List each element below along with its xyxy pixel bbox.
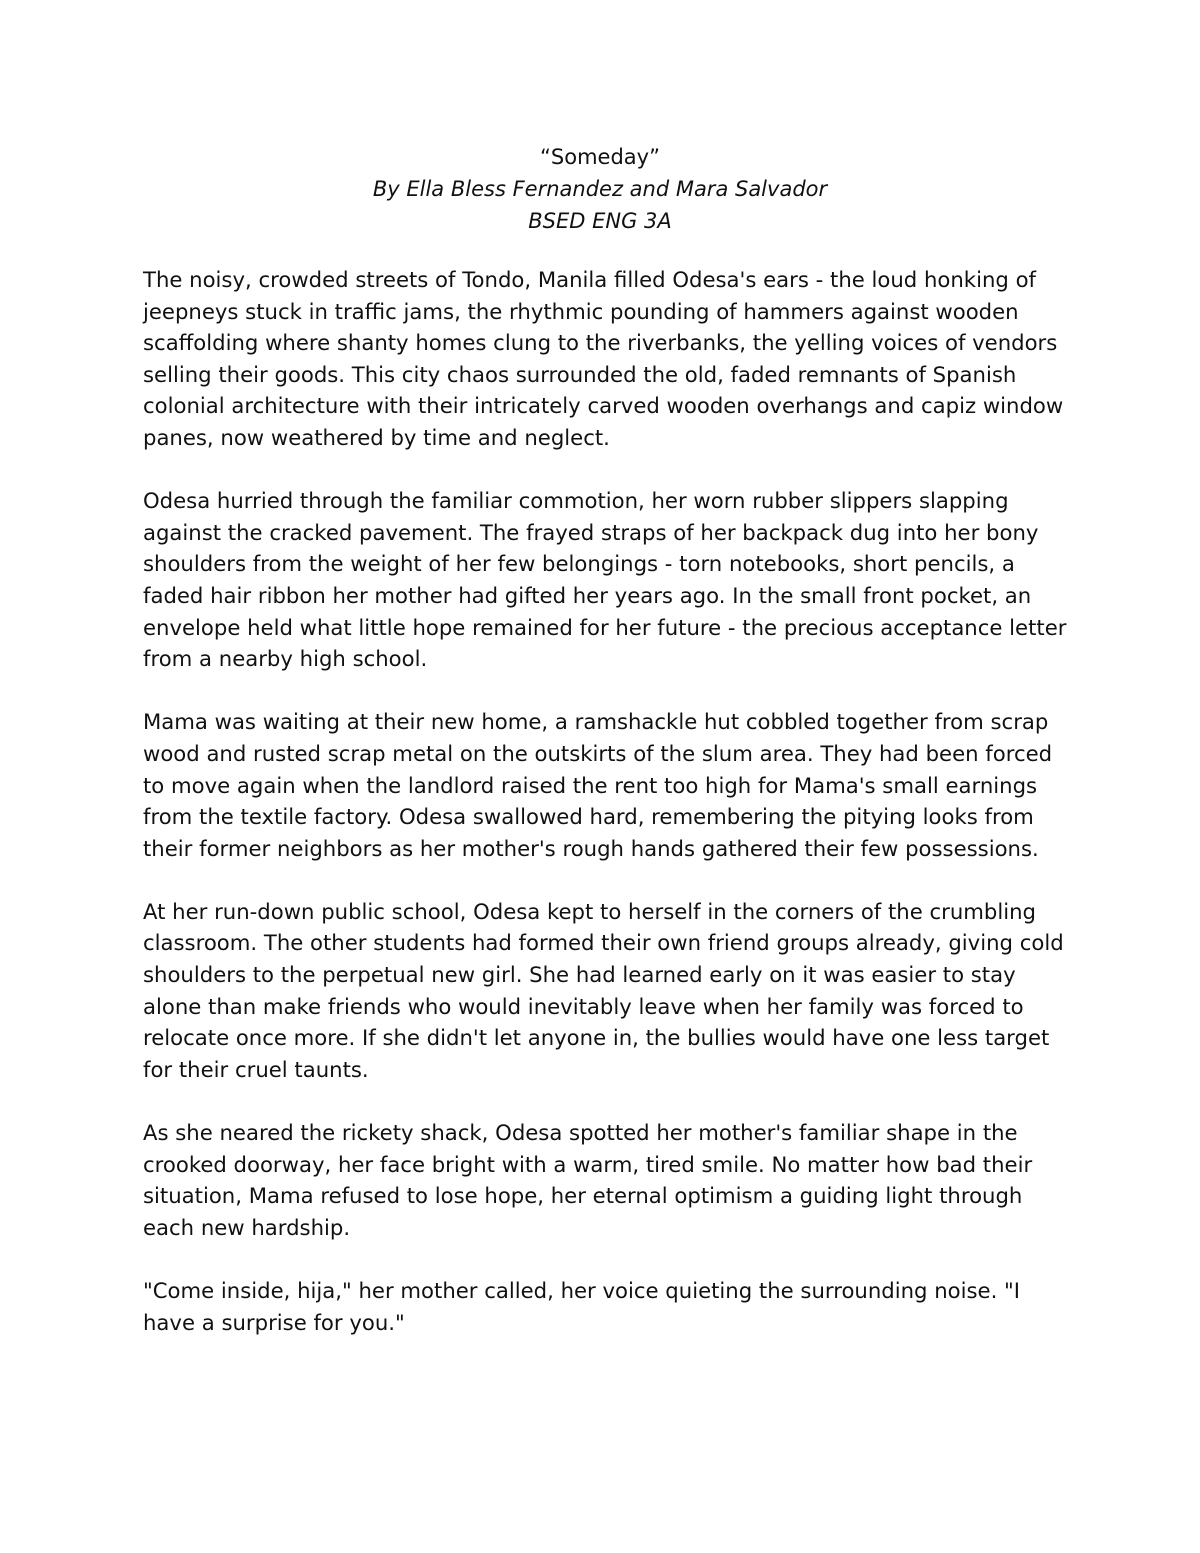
document-header <box>0 141 1200 237</box>
paragraph: The noisy, crowded streets of Tondo, Manila filled Odesa's ears - the loud honking of jeepneys stuck in traffic jams, the rhythmic pounding of hammers against wooden scaffolding where shanty homes clung to the riverbanks, the yelling voices of vendors selling their goods. This city chaos surrounded the old, faded remnants of Spanish colonial architecture with their intricately carved wooden overhangs and capiz window panes, now weathered by time and neglect. <box>143 267 1064 450</box>
story-body <box>143 264 1078 1370</box>
paragraph: "Come inside, hija," her mother called, her voice quieting the surrounding noise. "I have a surprise for you." <box>143 1278 1021 1335</box>
paragraph: At her run-down public school, Odesa kept to herself in the corners of the crumbling classroom. The other students had formed their own friend groups already, giving cold shoulders to the perpetual new girl. She had learned early on it was easier to stay alone than make friends who would inevitably leave when her family was forced to relocate once more. If she didn't let anyone in, the bullies would have one less target for their cruel taunts. <box>143 898 1064 1082</box>
course-label: BSED ENG 3A <box>528 209 672 233</box>
paragraph: As she neared the rickety shack, Odesa spotted her mother's familiar shape in the crooked doorway, her face bright with a warm, tired smile. No matter how bad their situation, Mama refused to lose hope, her eternal optimism a guiding light through each new hardship. <box>143 1120 1033 1240</box>
paragraph: Mama was waiting at their new home, a ramshackle hut cobbled together from scrap wood and rusted scrap metal on the outskirts of the slum area. They had been forced to move again when the landlord raised the rent too high for Mama's small earnings from the textile factory. Odesa swallowed hard, remembering the pitying looks from their former neighbors as her mother's rough hands gathered their few possessions. <box>143 709 1053 861</box>
author-byline: By Ella Bless Fernandez and Mara Salvador <box>372 177 828 201</box>
story-title: “Someday” <box>540 145 660 169</box>
paragraph: Odesa hurried through the familiar commotion, her worn rubber slippers slapping against the cracked pavement. The frayed straps of her backpack dug into her bony shoulders from the weight of her few belongings - torn notebooks, short pencils, a faded hair ribbon her mother had gifted her years ago. In the small front pocket, an envelope held what little hope remained for her future - the precious acceptance letter from a nearby high school. <box>143 488 1067 672</box>
